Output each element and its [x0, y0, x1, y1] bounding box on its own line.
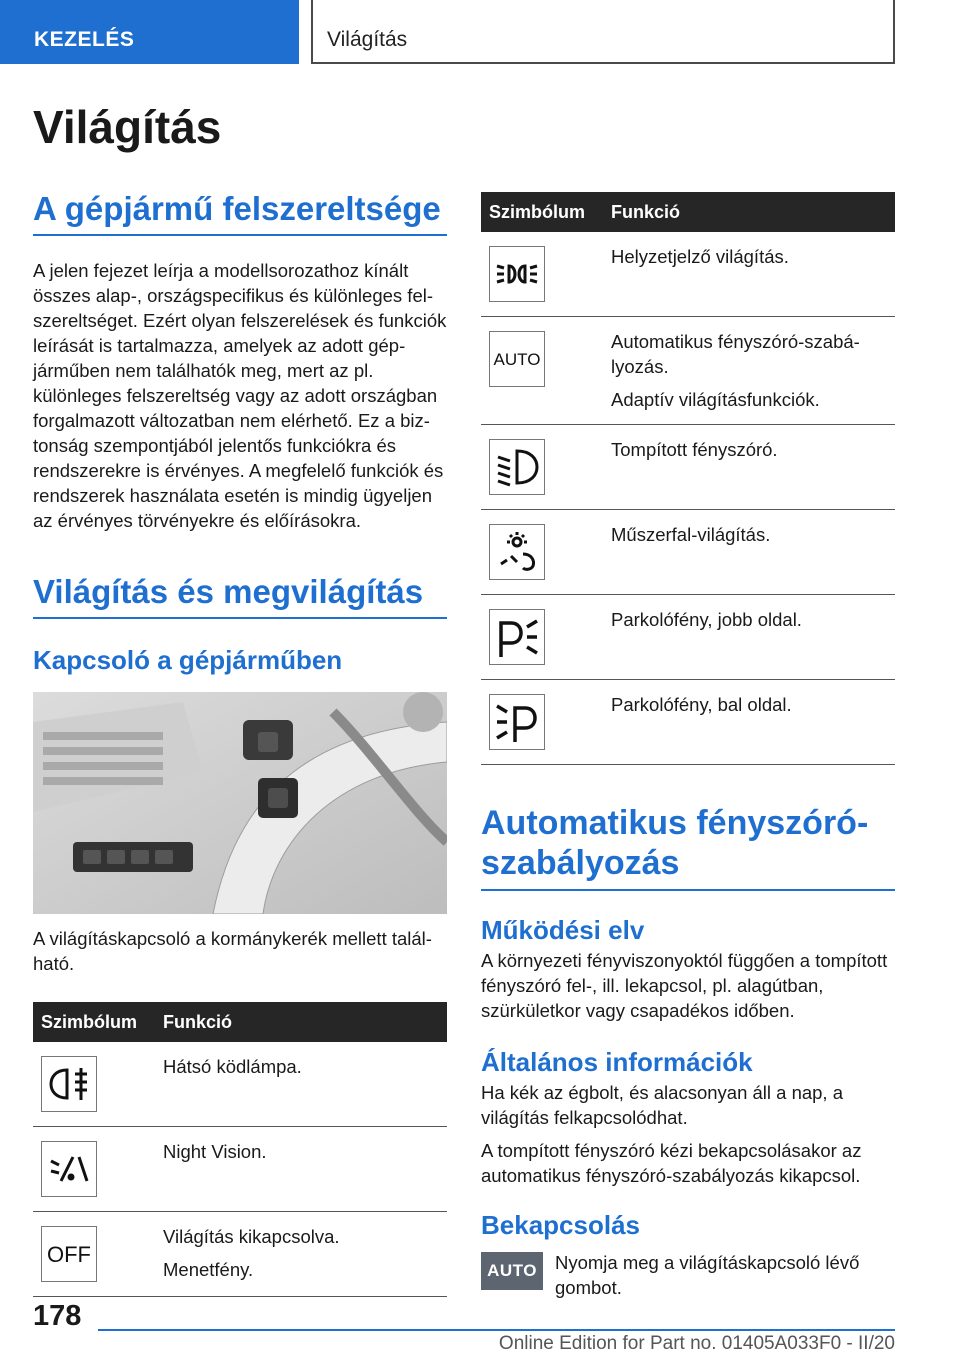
function-text: Tompított fényszóró.: [611, 439, 778, 460]
off-icon-text: OFF: [47, 1241, 91, 1267]
parking-position-light-icon: [489, 246, 545, 302]
auto-button-icon: AUTO: [481, 1252, 543, 1290]
operating-principle-paragraph: A környezeti fényviszonyoktól függően a tompított fényszóró fel-, ill. lekapcsol, pl. alagútban, szürkületkor vagy csapadékos időben.: [481, 950, 888, 1022]
section-tab[interactable]: KEZELÉS: [0, 0, 299, 64]
current-tab[interactable]: Világítás: [311, 0, 895, 64]
function-text: Műszerfal-világítás.: [611, 524, 771, 545]
auto-icon: [489, 331, 545, 387]
table-row: [33, 1042, 447, 1127]
general-info-paragraph-1: Ha kék az égbolt, és alacsonyan áll a nap, a világítás felkapcsolódhat.: [481, 1082, 844, 1129]
general-info-paragraph-2: A tompított fényszóró kézi bekapcsolásakor az automatikus fényszóró-szabályozás kikapcsol.: [481, 1140, 862, 1187]
page-title: Világítás: [33, 101, 222, 153]
column-header-function: Funkció: [155, 1002, 447, 1042]
table-row: [33, 1212, 447, 1297]
function-text: Automatikus fényszóró-szabályozás.: [611, 331, 860, 377]
function-text: Helyzetjelző világítás.: [611, 246, 789, 267]
light-switch-photo: [33, 692, 447, 914]
section-equipment-title: A gépjármű felszereltsége: [33, 190, 447, 236]
column-header-symbol: Szimbólum: [33, 1002, 155, 1042]
table-row: [481, 680, 895, 765]
switch-on-title: Bekapcsolás: [481, 1210, 640, 1241]
function-text: Parkolófény, jobb oldal.: [611, 609, 802, 630]
symbol-table-left: [33, 1002, 447, 1297]
function-text: Night Vision.: [163, 1141, 267, 1163]
operating-principle-title: Működési elv: [481, 915, 645, 945]
footer-edition: Online Edition for Part no. 01405A033F0 - II/20: [498, 1333, 895, 1354]
left-column: [33, 190, 447, 1297]
switch-on-row: [481, 1250, 895, 1300]
footer-divider: [98, 1329, 895, 1331]
section-lighting-title: Világítás és megvilágítás: [33, 573, 447, 619]
switch-on-paragraph: Nyomja meg a világításkapcsoló lévő gombot.: [555, 1251, 860, 1298]
table-row: [481, 425, 895, 510]
table-row: [33, 1127, 447, 1212]
low-beam-icon: [489, 439, 545, 495]
equipment-paragraph: A jelen fejezet leírja a modellsorozathoz kínált összes alap-, országspecifikus és különleges felszereltséget. Ezért olyan felszerelések és funkciók leírását is tartalmazza, amelyek az adott gépjárműben nem találhatók meg, mert az pl. különleges felszereltség vagy az adott országban forgalmazott változatban nem elérhető. Ez a biztonság szempontjából jelentős funkciókra és rendszerekre is érvényes. A megfelelő funkciók és rendszerek használata esetén is mindig ügyeljen az érvényes törvényekre és előírásokra.: [33, 259, 447, 531]
parking-light-left-icon: [489, 694, 545, 750]
night-vision-icon: [41, 1141, 97, 1197]
function-text: Adaptív világításfunkciók.: [611, 389, 820, 410]
rear-fog-light-icon: [41, 1056, 97, 1112]
general-info-title: Általános információk: [481, 1047, 753, 1078]
column-header-function: Funkció: [603, 192, 895, 232]
photo-caption: A világításkapcsoló a kormánykerék mellett található.: [33, 928, 432, 975]
function-text: Hátsó ködlámpa.: [163, 1056, 302, 1078]
function-text: Menetfény.: [163, 1259, 254, 1281]
table-row: [481, 510, 895, 595]
function-text: Parkolófény, bal oldal.: [611, 694, 792, 715]
table-row: [481, 317, 895, 425]
off-icon: [41, 1226, 97, 1282]
parking-light-right-icon: [489, 609, 545, 665]
function-text: Világítás kikapcsolva.: [163, 1226, 340, 1248]
auto-icon-text: AUTO: [493, 349, 541, 369]
section-auto-headlight-title: Automatikus fényszóró-szabályozás: [481, 803, 895, 891]
page-number: 178: [33, 1300, 82, 1332]
table-row: [481, 232, 895, 317]
right-column: [481, 192, 895, 1300]
column-header-symbol: Szimbólum: [481, 192, 603, 232]
switch-subtitle: Kapcsoló a gépjárműben: [33, 644, 343, 675]
instrument-lighting-icon: [489, 524, 545, 580]
symbol-table-right: [481, 192, 895, 765]
table-row: [481, 595, 895, 680]
